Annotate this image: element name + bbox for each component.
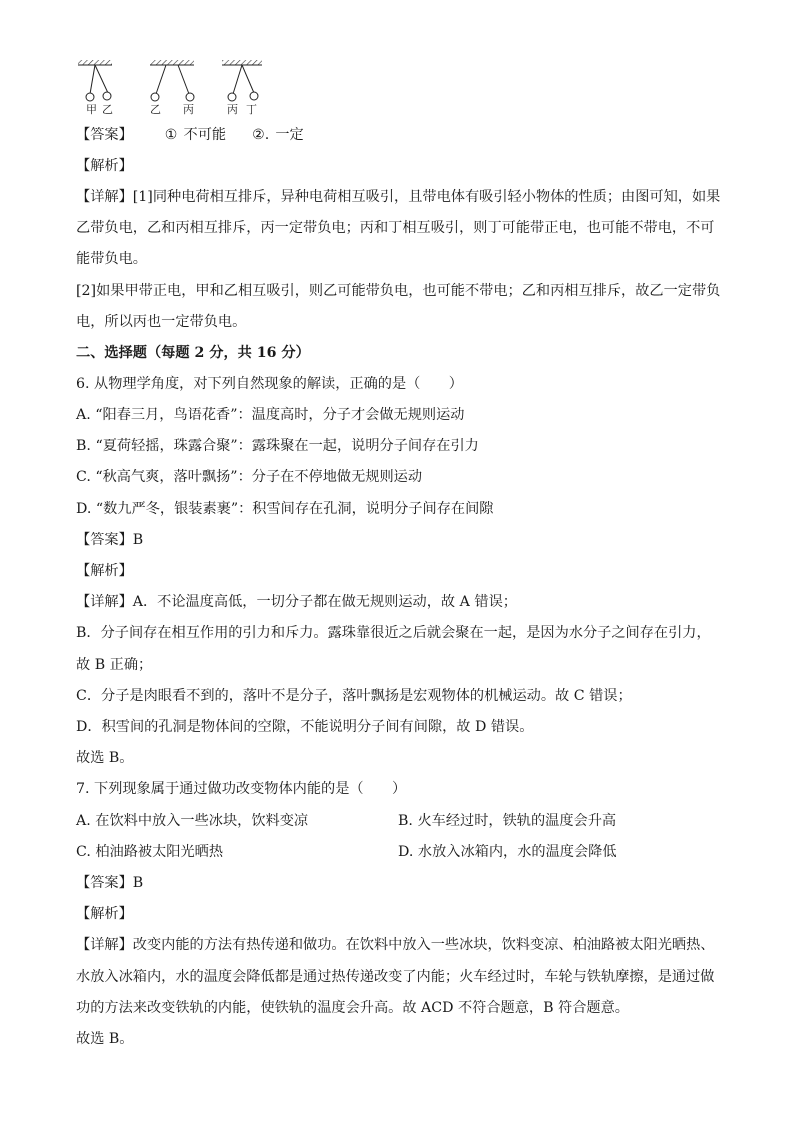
q6-detail-line: D．积雪间的孔洞是物体间的空隙，不能说明分子间有间隙，故 D 错误。 bbox=[76, 719, 534, 735]
q6-option-a: A. “阳春三月，鸟语花香”：温度高时，分子才会做无规则运动 bbox=[76, 407, 465, 423]
q5-detail-line: 电，所以丙也一定带负电。 bbox=[76, 314, 247, 330]
answer-1: ① 不可能 bbox=[164, 127, 227, 143]
figure-group-1 bbox=[78, 60, 113, 116]
q7-detail-line: 故选 B。 bbox=[76, 1031, 134, 1047]
pith-balls-diagram bbox=[72, 58, 272, 120]
ceiling-3 bbox=[222, 60, 262, 65]
q6-option-b: B. “夏荷轻摇，珠露合聚”：露珠聚在一起，说明分子间存在引力 bbox=[76, 438, 479, 454]
q7-option-a: A. 在饮料中放入一些冰块，饮料变凉 bbox=[76, 813, 309, 829]
ball-label: 甲 bbox=[86, 103, 97, 116]
ball-2b bbox=[186, 93, 194, 101]
ball-3a bbox=[228, 93, 236, 101]
q7-option-b: B. 火车经过时，铁轨的温度会升高 bbox=[398, 813, 617, 829]
ball-3b bbox=[250, 92, 258, 100]
ball-label: 乙 bbox=[150, 103, 161, 116]
q5-detail-line: 能带负电。 bbox=[76, 251, 147, 267]
q5-detail-line: [2]如果甲带正电，甲和乙相互吸引，则乙可能带负电，也可能不带电；乙和丙相互排斥，故乙一定带负 bbox=[76, 283, 721, 299]
q6-option-c: C. “秋高气爽，落叶飘扬”：分子在不停地做无规则运动 bbox=[76, 469, 423, 485]
q6-answer: 【答案】B bbox=[76, 532, 144, 548]
q6-detail-line: C．分子是肉眼看不到的，落叶不是分子，落叶飘扬是宏观物体的机械运动。故 C 错误； bbox=[76, 688, 632, 704]
figure-group-3 bbox=[222, 60, 262, 116]
q7-analysis-tag: 【解析】 bbox=[76, 906, 133, 922]
q5-detail-line: 乙带负电，乙和丙相互排斥，丙一定带负电；丙和丁相互吸引，则丁可能带正电，也可能不带电，不可 bbox=[76, 220, 715, 236]
ball-label: 丙 bbox=[183, 103, 194, 116]
pith-balls-figure bbox=[72, 58, 272, 120]
ball-label: 丙 bbox=[227, 103, 238, 116]
section-title: 二、选择题（每题 2 分，共 16 分） bbox=[76, 345, 310, 361]
q7-detail-line: 功的方法来改变铁轨的内能，使铁轨的温度会升高。故 ACD 不符合题意，B 符合题意。 bbox=[76, 1000, 629, 1016]
q7-detail-line: 【详解】改变内能的方法有热传递和做功。在饮料中放入一些冰块，饮料变凉、柏油路被太阳光晒热、 bbox=[76, 937, 715, 953]
q7-option-c: C. 柏油路被太阳光晒热 bbox=[76, 844, 224, 860]
ball-1a bbox=[86, 93, 94, 101]
q6-option-d: D. “数九严冬，银装素裹”：积雪间存在孔洞，说明分子间存在间隙 bbox=[76, 501, 494, 517]
ceiling-2 bbox=[150, 60, 194, 65]
q7-option-d: D. 水放入冰箱内，水的温度会降低 bbox=[398, 844, 617, 860]
answer-2: ②. 一定 bbox=[252, 127, 304, 143]
ball-label: 乙 bbox=[102, 103, 113, 116]
ball-1b bbox=[103, 92, 111, 100]
q7-answer: 【答案】B bbox=[76, 875, 144, 891]
answer-tag: 【答案】 bbox=[76, 127, 133, 143]
q6-detail-line: B．分子间存在相互作用的引力和斥力。露珠靠很近之后就会聚在一起，是因为水分子之间存在引力， bbox=[76, 625, 711, 641]
q6-stem: 6. 从物理学角度，对下列自然现象的解读，正确的是（ ） bbox=[76, 376, 463, 392]
ball-label: 丁 bbox=[246, 103, 257, 116]
figure-group-2 bbox=[150, 60, 194, 116]
q5-answer-line bbox=[76, 125, 716, 145]
q7-stem: 7. 下列现象属于通过做功改变物体内能的是（ ） bbox=[76, 781, 407, 797]
q6-detail-line: 【详解】A．不论温度高低，一切分子都在做无规则运动，故 A 错误； bbox=[76, 594, 517, 610]
q6-detail-line: 故选 B。 bbox=[76, 750, 134, 766]
q6-detail-line: 故 B 正确； bbox=[76, 657, 153, 673]
ball-2a bbox=[151, 93, 159, 101]
ceiling-1 bbox=[78, 60, 112, 65]
q5-analysis-tag: 【解析】 bbox=[76, 158, 133, 174]
q6-analysis-tag: 【解析】 bbox=[76, 563, 133, 579]
q5-detail-line: 【详解】[1]同种电荷相互排斥，异种电荷相互吸引，且带电体有吸引轻小物体的性质；由图可知，如果 bbox=[76, 189, 721, 205]
q7-detail-line: 水放入冰箱内，水的温度会降低都是通过热传递改变了内能；火车经过时，车轮与铁轨摩擦，是通过做 bbox=[76, 969, 715, 985]
